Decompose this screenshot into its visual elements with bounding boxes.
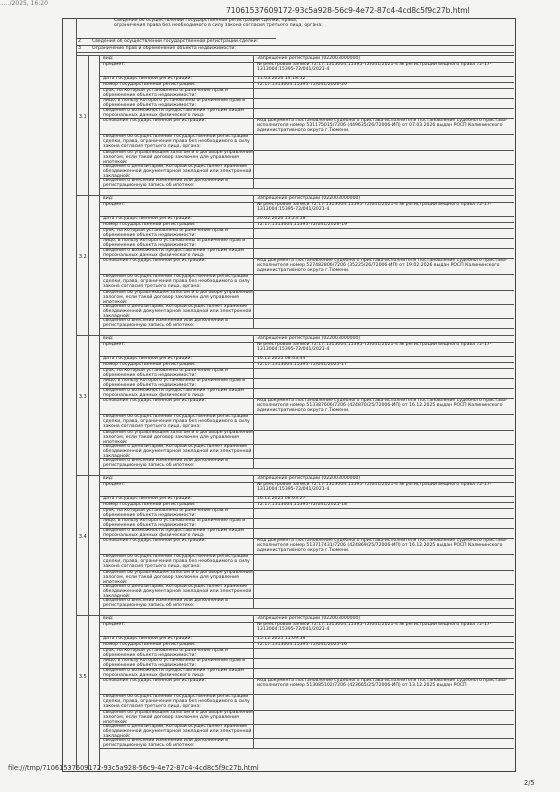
field-value-vid: Запрещение регистрации (022003000000) <box>257 336 361 341</box>
field-label-osnov: основание государственной регистрации: <box>103 258 207 263</box>
entry-number: 3.2 <box>79 255 87 261</box>
field-value-date: 15.12.2025 11:09:38 <box>257 636 306 641</box>
field-label-dep: сведения о депозитарии, который осуществляет хранение обездвиженной документарной закладной или электронной закладной: <box>103 304 252 318</box>
page-number: 2/5 <box>524 779 535 787</box>
entry-number: 3.4 <box>79 535 87 541</box>
field-label-vid: вид: <box>103 616 114 621</box>
rule <box>253 56 254 188</box>
field-label-vnes: сведения о внесении изменений или дополнений в регистрационную запись об ипотеке: <box>103 598 228 608</box>
field-label-bez: сведения об осуществлении государственной регистрации сделки, права, ограничения права без необходимого в силу закона согласия третьего лица, органа: <box>103 414 250 430</box>
field-label-osnov: основание государственной регистрации: <box>103 118 207 123</box>
field-value-predmet: № реестровой записи 72:17:1313004:15395-72/041/2021-4 № регистрации вещного права 72-17-1313004:15395-72/041/2021-4 <box>257 202 492 213</box>
field-value-date: 11.03.2026 14:18:52 <box>257 76 306 81</box>
field-label-predmet: предмет: <box>103 482 126 487</box>
field-label-litso: лицо, в пользу которого установлены ограничение прав и обременение объекта недвижимости: <box>103 658 246 668</box>
field-label-srok: срок, на который установлены ограничение прав и обременение объекта недвижимости: <box>103 88 229 98</box>
col-rule-num <box>76 18 77 770</box>
field-label-vozm: сведения о возможности предоставления третьим лицам персональных данных физического лица <box>103 528 244 538</box>
field-label-dep: сведения о депозитарии, который осуществляет хранение обездвиженной документарной закладной или электронной закладной: <box>103 724 252 738</box>
entry-number: 3.1 <box>79 115 87 121</box>
field-label-litso: лицо, в пользу которого установлены ограничение прав и обременение объекта недвижимости: <box>103 238 246 248</box>
field-label-vid: вид: <box>103 196 114 201</box>
field-value-nomer: 72:17:1313004:15395-72/041/2025-17 <box>257 362 347 367</box>
rule <box>76 52 514 53</box>
field-value-date: 16.12.2025 08:03:27 <box>257 496 306 501</box>
field-label-upr: сведения об управляющем залогом и о договоре управления залогом, если такой договор заключен для управления ипотекой: <box>103 710 253 724</box>
field-label-vnes: сведения о внесении изменений или дополнений в регистрационную запись об ипотеке: <box>103 458 228 468</box>
row-number-3: 3 <box>78 46 82 51</box>
rule <box>76 615 514 616</box>
field-label-upr: сведения об управляющем залогом и о договоре управления залогом, если такой договор заключен для управления ипотекой: <box>103 150 253 164</box>
field-value-osnov: Код документа Постановление судебного пристава-исполнителя Постановление судебного пристава-исполнителя номер 513085102/7206 (423665/25/72006-ИП) от 13.12.2025 выдан РОСП <box>257 678 508 689</box>
field-value-osnov: Код документа Постановление судебного пристава-исполнителя Постановление судебного пристава-исполнителя номер 513387606/7206 (424870/25/72006-ИП) от 16.12.2025 выдан РОСП Калининского административного округа г.Тюмени. <box>257 398 508 414</box>
field-label-srok: срок, на который установлены ограничение прав и обременение объекта недвижимости: <box>103 368 229 378</box>
field-label-litso: лицо, в пользу которого установлены ограничение прав и обременение объекта недвижимости: <box>103 518 246 528</box>
field-label-litso: лицо, в пользу которого установлены ограничение прав и обременение объекта недвижимости: <box>103 98 246 108</box>
field-label-date: дата государственной регистрации: <box>103 216 193 221</box>
field-label-upr: сведения об управляющем залогом и о договоре управления залогом, если такой договор заключен для управления ипотекой: <box>103 570 253 584</box>
field-value-nomer: 72:17:1313004:15395-72/041/2025-18 <box>257 502 347 507</box>
field-label-date: дата государственной регистрации: <box>103 356 193 361</box>
field-value-nomer: 72:17:1313004:15395-72/041/2026-19 <box>257 222 347 227</box>
rule <box>99 608 514 609</box>
field-label-nomer: номер государственной регистрации: <box>103 82 196 87</box>
rule <box>99 748 514 749</box>
field-value-vid: Запрещение регистрации (022003000000) <box>257 476 361 481</box>
field-value-vid: Запрещение регистрации (022003000000) <box>257 616 361 621</box>
field-label-dep: сведения о депозитарии, который осуществляет хранение обездвиженной документарной закладной или электронной закладной: <box>103 444 252 458</box>
row-encumbrance-label: Ограничение прав и обременение объекта недвижимости: <box>92 46 236 51</box>
field-label-predmet: предмет: <box>103 202 126 207</box>
print-timestamp: ...../2025, 16:20 <box>0 0 48 7</box>
entry-number: 3.5 <box>79 675 87 681</box>
field-label-predmet: предмет: <box>103 622 126 627</box>
field-value-nomer: 72:17:1313004:15395-72/041/2025-16 <box>257 642 347 647</box>
field-label-upr: сведения об управляющем залогом и о договоре управления залогом, если такой договор заключен для управления ипотекой: <box>103 290 253 304</box>
field-label-srok: срок, на который установлены ограничение прав и обременение объекта недвижимости: <box>103 228 229 238</box>
field-label-vozm: сведения о возможности предоставления третьим лицам персональных данных физического лица <box>103 248 244 258</box>
field-label-srok: срок, на который установлены ограничение прав и обременение объекта недвижимости: <box>103 648 229 658</box>
field-label-vid: вид: <box>103 336 114 341</box>
rule <box>76 195 514 196</box>
field-label-date: дата государственной регистрации: <box>103 636 193 641</box>
extract-page <box>62 18 514 770</box>
field-label-date: дата государственной регистрации: <box>103 496 193 501</box>
field-label-bez: сведения об осуществлении государственной регистрации сделки, права, ограничения права без необходимого в силу закона согласия третьего лица, органа: <box>103 554 250 570</box>
field-value-predmet: № реестровой записи 72:17:1313004:15395-72/041/2021-4 № регистрации вещного права 72-17-1313004:15395-72/041/2021-4 <box>257 342 492 353</box>
rule <box>253 196 254 328</box>
field-label-nomer: номер государственной регистрации: <box>103 222 196 227</box>
field-label-osnov: основание государственной регистрации: <box>103 678 207 683</box>
field-label-vnes: сведения о внесении изменений или дополнений в регистрационную запись об ипотеке: <box>103 318 228 328</box>
page-url-title: 71061537609172-93c5a928-56c9-4e72-87c4-4cd8c5f9c27b.html <box>226 6 470 15</box>
col-rule-subnum <box>88 56 89 770</box>
field-value-predmet: № реестровой записи 72:17:1313004:15395-72/041/2021-4 № регистрации вещного права 72-17-1313004:15395-72/041/2021-4 <box>257 482 492 493</box>
field-value-nomer: 72:17:1313004:15395-72/041/2026-20 <box>257 82 347 87</box>
field-label-litso: лицо, в пользу которого установлены ограничение прав и обременение объекта недвижимости: <box>103 378 246 388</box>
field-label-bez: сведения об осуществлении государственной регистрации сделки, права, ограничения права без необходимого в силу закона согласия третьего лица, органа: <box>103 274 250 290</box>
field-label-vnes: сведения о внесении изменений или дополнений в регистрационную запись об ипотеке: <box>103 738 228 748</box>
field-value-vid: Запрещение регистрации (022003000000) <box>257 196 361 201</box>
field-value-date: 20.02.2026 13:23:58 <box>257 216 306 221</box>
field-label-srok: срок, на который установлены ограничение прав и обременение объекта недвижимости: <box>103 508 229 518</box>
field-label-osnov: основание государственной регистрации: <box>103 538 207 543</box>
field-label-predmet: предмет: <box>103 62 126 67</box>
rule <box>253 476 254 608</box>
field-value-predmet: № реестровой записи 72:17:1313004:15395-72/041/2021-4 № регистрации вещного права 72-17-1313004:15395-72/041/2021-4 <box>257 62 492 73</box>
row-deal-label: Сведения об осуществлении государственной регистрации сделки: <box>92 39 259 44</box>
entry-number: 3.3 <box>79 395 87 401</box>
field-label-vozm: сведения о возможности предоставления третьим лицам персональных данных физического лица <box>103 388 244 398</box>
row-number-2: 2 <box>78 39 82 44</box>
rule <box>253 616 254 748</box>
rule <box>99 188 514 189</box>
field-label-vozm: сведения о возможности предоставления третьим лицам персональных данных физического лица <box>103 108 244 118</box>
field-label-osnov: основание государственной регистрации: <box>103 398 207 403</box>
field-label-date: дата государственной регистрации: <box>103 76 193 81</box>
field-label-predmet: предмет: <box>103 342 126 347</box>
field-label-vid: вид: <box>103 476 114 481</box>
field-label-bez: сведения об осуществлении государственной регистрации сделки, права, ограничения права без необходимого в силу закона согласия третьего лица, органа: <box>103 134 250 150</box>
rule <box>99 468 514 469</box>
rule <box>253 336 254 468</box>
file-path: file:///tmp/71061537609172-93c5a928-56c9-4e72-87c4-4cd8c5f9c27b.html <box>8 764 259 772</box>
rule <box>76 335 514 336</box>
rule <box>76 475 514 476</box>
field-value-predmet: № реестровой записи 72:17:1313004:15395-72/041/2021-4 № регистрации вещного права 72-17-1313004:15395-72/041/2021-4 <box>257 622 492 633</box>
field-label-upr: сведения об управляющем залогом и о договоре управления залогом, если такой договор заключен для управления ипотекой: <box>103 430 253 444</box>
field-value-vid: Запрещение регистрации (022003000000) <box>257 56 361 61</box>
field-label-vid: вид: <box>103 56 114 61</box>
row-consent-label: Сведения об осуществлении государственной регистрации сделки, права, ограничения права без необходимого в силу закона согласия третьего лица, органа: <box>114 18 323 29</box>
field-label-bez: сведения об осуществлении государственной регистрации сделки, права, ограничения права без необходимого в силу закона согласия третьего лица, органа: <box>103 694 250 710</box>
field-value-osnov: Код документа Постановление судебного пристава-исполнителя Постановление судебного пристава-исполнителя номер 527482806/7206 (35225/26/72006-ИП) от 19.02.2026 выдан РОСП Калининского административного округа г.Тюмени. <box>257 258 508 274</box>
field-label-vnes: сведения о внесении изменений или дополнений в регистрационную запись об ипотеке: <box>103 178 228 188</box>
rule <box>76 55 514 56</box>
field-label-dep: сведения о депозитарии, который осуществляет хранение обездвиженной документарной закладной или электронной закладной: <box>103 584 252 598</box>
field-value-osnov: Код документа Постановление судебного пристава-исполнителя Постановление судебного пристава-исполнителя номер 531175015/7206 (449635/26/72006-ИП) от 07.03.2026 выдан РОСП Калининского административного округа г.Тюмени. <box>257 118 508 134</box>
field-label-nomer: номер государственной регистрации: <box>103 642 196 647</box>
field-label-nomer: номер государственной регистрации: <box>103 502 196 507</box>
rule <box>99 328 514 329</box>
field-label-nomer: номер государственной регистрации: <box>103 362 196 367</box>
field-label-vozm: сведения о возможности предоставления третьим лицам персональных данных физического лица <box>103 668 244 678</box>
field-value-osnov: Код документа Постановление судебного пристава-исполнителя Постановление судебного пристава-исполнителя номер 513717431/7206 (424869/25/72006-ИП) от 16.12.2025 выдан РОСП Калининского административного округа г.Тюмени. <box>257 538 508 554</box>
field-label-dep: сведения о депозитарии, который осуществляет хранение обездвиженной документарной закладной или электронной закладной: <box>103 164 252 178</box>
field-value-date: 16.12.2025 08:43:44 <box>257 356 306 361</box>
